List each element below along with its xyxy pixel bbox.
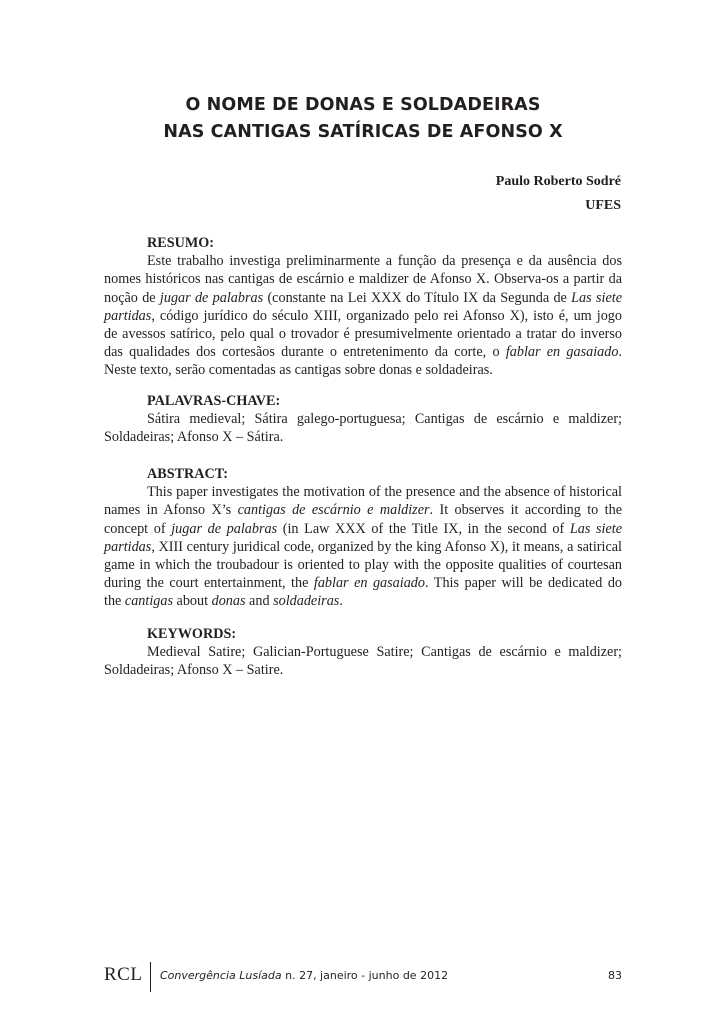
journal-issue: n. 27, janeiro - junho de 2012	[281, 969, 449, 982]
palavras-chave-heading: PALAVRAS-CHAVE:	[147, 393, 281, 409]
keywords-section	[104, 625, 622, 680]
resumo-line-5: de avessos satírico, pelo qual o trovador é presumivelmente orientado a tratar do inverso	[104, 326, 622, 343]
author-affiliation: UFES	[585, 198, 621, 213]
page-number: 83	[608, 969, 622, 982]
author-name: Paulo Roberto Sodré	[495, 174, 621, 189]
title-line-1: O NOME DE DONAS E SOLDADEIRAS	[185, 95, 541, 115]
abstract-line-3: concept of jugar de palabras (in Law XXX of the Title IX, in the second of Las siete	[104, 520, 623, 537]
journal-name: Convergência Lusíada	[160, 969, 282, 982]
keywords-heading: KEYWORDS:	[147, 626, 237, 642]
keywords-body	[104, 643, 622, 679]
palavras-chave-body	[104, 410, 622, 446]
abstract-line-7: the cantigas about donas and soldadeiras.	[104, 593, 343, 610]
abstract-heading: ABSTRACT:	[147, 466, 228, 482]
resumo-line-1: Este trabalho investiga preliminarmente a função da presença e da ausência dos	[147, 253, 622, 270]
abstract-line-5: game in which the troubadour is oriented to play with the opposite qualities of courtesan	[104, 557, 622, 574]
resumo-line-3: noção de jugar de palabras (constante na Lei XXX do Título IX da Segunda de Las siete	[104, 289, 622, 306]
resumo-section	[104, 234, 622, 380]
title-line-2: NAS CANTIGAS SATÍRICAS DE AFONSO X	[163, 122, 563, 142]
abstract-line-1: This paper investigates the motivation of the presence and the absence of historical	[147, 484, 622, 501]
abstract-line-6: during the court entertainment, the fablar en gasaiado. This paper will be dedicated do	[104, 575, 623, 592]
resumo-heading: RESUMO:	[147, 235, 214, 251]
journal-citation	[160, 969, 448, 982]
resumo-line-7: Neste texto, serão comentadas as cantigas sobre donas e soldadeiras.	[104, 362, 493, 379]
resumo-line-6: das qualidades dos cortesãos durante o entretenimento da corte, o fablar en gasaiado.	[104, 344, 622, 361]
palavras-chave-line-2: Soldadeiras; Afonso X – Sátira.	[104, 429, 284, 446]
resumo-body	[104, 252, 622, 379]
abstract-line-2: names in Afonso X’s cantigas de escárnio e maldizer. It observes it according to the	[104, 502, 622, 519]
article-title	[104, 92, 622, 146]
abstract-body	[104, 483, 622, 610]
palavras-chave-line-1: Sátira medieval; Sátira galego-portuguesa; Cantigas de escárnio e maldizer;	[147, 411, 622, 428]
author-block	[496, 170, 621, 218]
journal-logo: RCL	[104, 964, 143, 985]
resumo-line-2: nomes históricos nas cantigas de escárnio e maldizer de Afonso X. Observa-os a partir da	[104, 271, 622, 288]
abstract-line-4: partidas, XIII century juridical code, organized by the king Afonso X), it means, a satirical	[104, 538, 622, 555]
page-footer	[104, 962, 622, 992]
resumo-line-4: partidas, código jurídico do século XIII, organizado pelo rei Afonso X), isto é, um jogo	[104, 307, 622, 324]
footer-divider	[150, 962, 151, 992]
palavras-chave-section	[104, 392, 622, 447]
keywords-line-1: Medieval Satire; Galician-Portuguese Satire; Cantigas de escárnio e maldizer;	[147, 644, 622, 661]
abstract-section	[104, 465, 622, 611]
keywords-line-2: Soldadeiras; Afonso X – Satire.	[104, 662, 284, 679]
